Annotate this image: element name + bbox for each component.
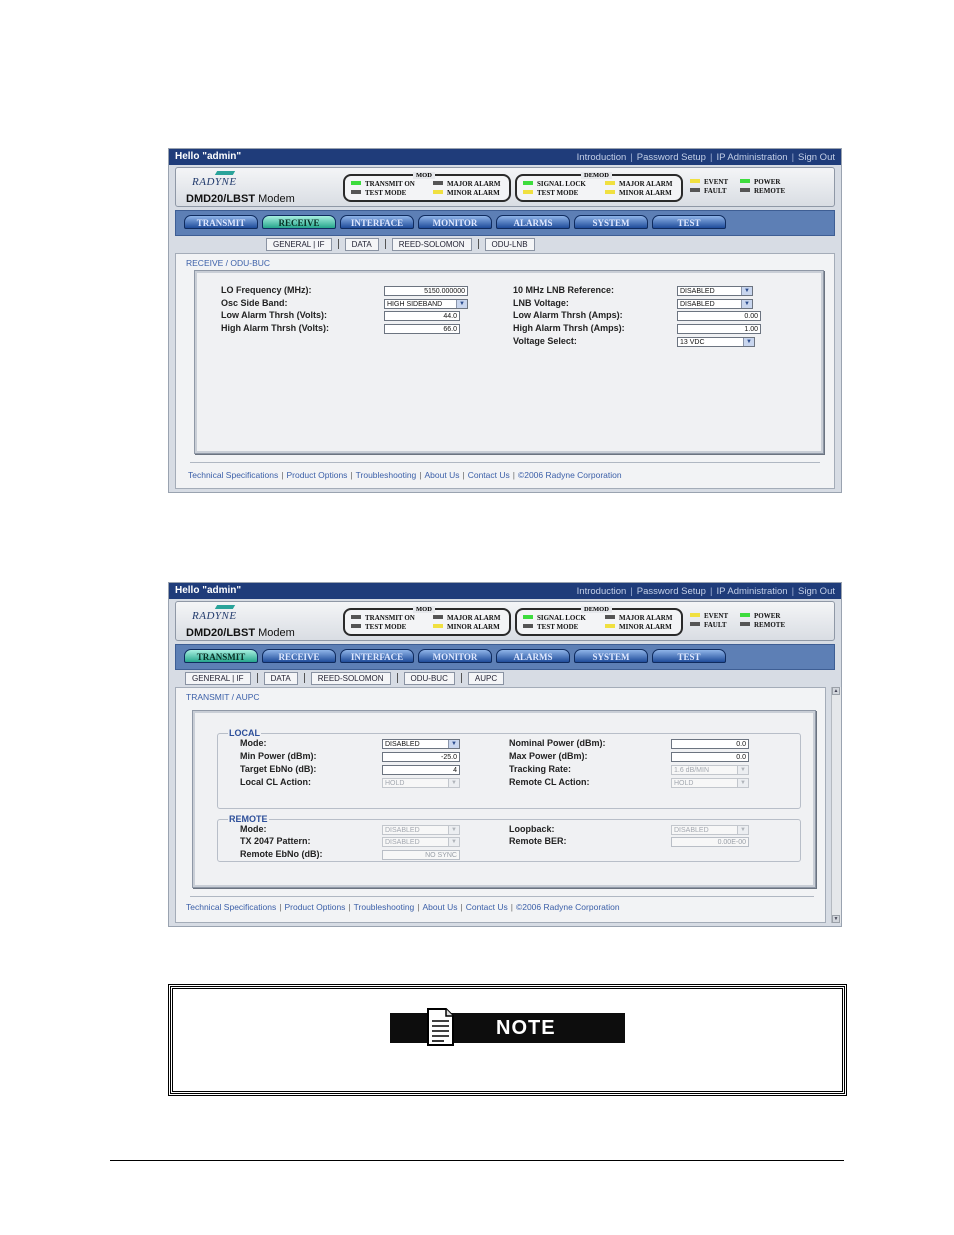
target-ebno-input[interactable]: 4 (382, 765, 460, 775)
led-minor-alarm-mod: MINOR ALARM (433, 623, 500, 631)
led-major-alarm-mod: MAJOR ALARM (433, 614, 500, 622)
local-title: LOCAL (229, 728, 260, 738)
remote-cl-action-select[interactable]: HOLD ▼ (671, 778, 749, 788)
greeting: Hello "admin" (175, 585, 242, 596)
low-alarm-amps-label: Low Alarm Thrsh (Amps): (513, 310, 623, 320)
high-alarm-volts-input[interactable]: 66.0 (384, 324, 460, 334)
yellow-led-icon (605, 624, 615, 628)
subtab-odu-lnb[interactable]: ODU-LNB (485, 238, 535, 251)
led-major-alarm-demod: MAJOR ALARM (605, 614, 672, 622)
gray-led-icon (433, 615, 443, 619)
nominal-power-label: Nominal Power (dBm): (509, 738, 606, 748)
target-ebno-label: Target EbNo (dB): (240, 764, 317, 774)
tab-interface[interactable]: INTERFACE (340, 649, 414, 663)
yellow-led-icon (605, 190, 615, 194)
top-bar (169, 583, 841, 599)
remote-mode-select[interactable]: DISABLED ▼ (382, 825, 460, 835)
yellow-led-icon (690, 613, 700, 617)
max-power-label: Max Power (dBm): (509, 751, 588, 761)
chevron-down-icon: ▼ (737, 779, 748, 787)
modem-header (175, 167, 835, 207)
local-cl-action-select[interactable]: HOLD ▼ (382, 778, 460, 788)
led-remote: REMOTE (740, 621, 785, 629)
tab-transmit[interactable]: TRANSMIT (184, 215, 258, 229)
tab-test[interactable]: TEST (652, 649, 726, 663)
gray-led-icon (351, 615, 361, 619)
tracking-rate-select[interactable]: 1.6 dB/MIN ▼ (671, 765, 749, 775)
introduction-link[interactable]: Introduction (576, 152, 627, 163)
mod-title: MOD (413, 606, 435, 613)
troubleshooting-link[interactable]: Troubleshooting (355, 470, 417, 480)
led-transmit-on: TRANSMIT ON (351, 180, 415, 188)
remote-title: REMOTE (229, 814, 268, 824)
radyne-logo: RADYNE (192, 176, 237, 188)
remote-mode-label: Mode: (240, 824, 267, 834)
receive-odu-buc-screenshot (168, 148, 842, 493)
demod-title: DEMOD (581, 606, 612, 613)
chevron-down-icon: ▼ (741, 287, 752, 295)
product-options-link[interactable]: Product Options (284, 902, 346, 912)
technical-specifications-link[interactable]: Technical Specifications (188, 470, 279, 480)
yellow-led-icon (433, 624, 443, 628)
gray-led-icon (740, 622, 750, 626)
modem-header (175, 601, 835, 641)
technical-specifications-link[interactable]: Technical Specifications (186, 902, 277, 912)
gray-led-icon (433, 181, 443, 185)
yellow-led-icon (433, 190, 443, 194)
green-led-icon (523, 615, 533, 619)
led-event: EVENT (690, 178, 728, 186)
yellow-led-icon (523, 190, 533, 194)
footer-links: Technical Specifications | Product Options | Troubleshooting | About Us | Contact Us | ©2006 Radyne Corporation (188, 470, 622, 480)
radyne-logo: RADYNE (192, 610, 237, 622)
top-bar (169, 149, 841, 165)
gray-led-icon (605, 615, 615, 619)
lo-frequency-label: LO Frequency (MHz): (221, 285, 312, 295)
subtab-aupc[interactable]: AUPC (468, 672, 504, 685)
contact-us-link[interactable]: Contact Us (465, 902, 508, 912)
footer-links: Technical Specifications | Product Options | Troubleshooting | About Us | Contact Us | ©2006 Radyne Corporation (186, 902, 620, 912)
demod-led-group (515, 608, 683, 636)
led-minor-alarm-demod: MINOR ALARM (605, 623, 672, 631)
sign-out-link[interactable]: Sign Out (798, 152, 835, 163)
vertical-scrollbar[interactable] (831, 687, 841, 923)
greeting: Hello "admin" (175, 151, 242, 162)
osc-side-band-select[interactable]: HIGH SIDEBAND ▼ (384, 299, 468, 309)
max-power-input[interactable]: 0.0 (671, 752, 749, 762)
document-icon (424, 1007, 456, 1047)
yellow-led-icon (605, 181, 615, 185)
led-minor-alarm-demod: MINOR ALARM (605, 189, 672, 197)
main-nav (175, 210, 835, 236)
tx-2047-pattern-select[interactable]: DISABLED ▼ (382, 837, 460, 847)
copyright: ©2006 Radyne Corporation (517, 470, 622, 480)
led-signal-lock: SIGNAL LOCK (523, 180, 586, 188)
green-led-icon (523, 181, 533, 185)
sub-nav (185, 672, 504, 685)
tab-alarms[interactable]: ALARMS (496, 215, 570, 229)
led-power: POWER (740, 612, 780, 620)
product-options-link[interactable]: Product Options (286, 470, 348, 480)
product-name: DMD20/LBST Modem (186, 193, 295, 205)
led-test-mode-mod: TEST MODE (351, 623, 406, 631)
radyne-logo-icon (215, 605, 235, 609)
tab-test[interactable]: TEST (652, 215, 726, 229)
min-power-label: Min Power (dBm): (240, 751, 317, 761)
product-name: DMD20/LBST Modem (186, 627, 295, 639)
led-fault: FAULT (690, 187, 727, 195)
chevron-down-icon: ▼ (737, 766, 748, 774)
remote-ber-label: Remote BER: (509, 836, 567, 846)
top-links: Introduction | Password Setup | IP Administration | Sign Out (576, 152, 835, 163)
high-alarm-volts-label: High Alarm Thrsh (Volts): (221, 323, 329, 333)
green-led-icon (351, 181, 361, 185)
subtab-odu-buc[interactable]: ODU-BUC (404, 672, 455, 685)
led-minor-alarm-mod: MINOR ALARM (433, 189, 500, 197)
low-alarm-volts-input[interactable]: 44.0 (384, 311, 460, 321)
high-alarm-amps-input[interactable]: 1.00 (677, 324, 761, 334)
led-power: POWER (740, 178, 780, 186)
mod-led-group (343, 174, 511, 202)
sign-out-link[interactable]: Sign Out (798, 586, 835, 597)
led-signal-lock: SIGNAL LOCK (523, 614, 586, 622)
scroll-down-icon[interactable]: ▼ (833, 916, 839, 922)
transmit-aupc-screenshot (168, 582, 842, 927)
chevron-down-icon: ▼ (743, 338, 754, 346)
ip-administration-link[interactable]: IP Administration (716, 586, 788, 597)
tab-alarms[interactable]: ALARMS (496, 649, 570, 663)
subtab-general-if[interactable]: GENERAL | IF (266, 238, 332, 251)
chevron-down-icon: ▼ (737, 826, 748, 834)
nominal-power-input[interactable]: 0.0 (671, 739, 749, 749)
chevron-down-icon: ▼ (456, 300, 467, 308)
low-alarm-volts-label: Low Alarm Thrsh (Volts): (221, 310, 328, 320)
remote-ebno-label: Remote EbNo (dB): (240, 849, 323, 859)
breadcrumb: TRANSMIT / AUPC (186, 692, 260, 702)
gray-led-icon (690, 188, 700, 192)
content-area (175, 253, 835, 489)
tab-system[interactable]: SYSTEM (574, 649, 648, 663)
radyne-logo-icon (215, 171, 235, 175)
chevron-down-icon: ▼ (448, 740, 459, 748)
lo-frequency-input[interactable]: 5150.000000 (384, 286, 468, 296)
sub-nav (266, 238, 535, 251)
lnb-reference-select[interactable]: DISABLED ▼ (677, 286, 753, 296)
contact-us-link[interactable]: Contact Us (467, 470, 510, 480)
main-nav (175, 644, 835, 670)
tab-system[interactable]: SYSTEM (574, 215, 648, 229)
scroll-up-icon[interactable]: ▲ (833, 688, 839, 694)
led-test-mode-mod: TEST MODE (351, 189, 406, 197)
introduction-link[interactable]: Introduction (576, 586, 627, 597)
remote-ebno-value: NO SYNC (382, 850, 460, 860)
ip-administration-link[interactable]: IP Administration (716, 152, 788, 163)
subtab-general-if[interactable]: GENERAL | IF (185, 672, 251, 685)
about-us-link[interactable]: About Us (422, 902, 458, 912)
local-mode-select[interactable]: DISABLED ▼ (382, 739, 460, 749)
demod-title: DEMOD (581, 172, 612, 179)
subtab-reed-solomon[interactable]: REED-SOLOMON (392, 238, 472, 251)
tab-monitor[interactable]: MONITOR (418, 215, 492, 229)
top-links: Introduction | Password Setup | IP Administration | Sign Out (576, 586, 835, 597)
tab-receive[interactable]: RECEIVE (262, 215, 336, 229)
led-remote: REMOTE (740, 187, 785, 195)
chevron-down-icon: ▼ (448, 838, 459, 846)
tab-monitor[interactable]: MONITOR (418, 649, 492, 663)
chevron-down-icon: ▼ (448, 779, 459, 787)
led-major-alarm-demod: MAJOR ALARM (605, 180, 672, 188)
password-setup-link[interactable]: Password Setup (636, 152, 706, 163)
led-fault: FAULT (690, 621, 727, 629)
gray-led-icon (351, 624, 361, 628)
green-led-icon (740, 179, 750, 183)
loopback-label: Loopback: (509, 824, 555, 834)
yellow-led-icon (690, 179, 700, 183)
lnb-voltage-select[interactable]: DISABLED ▼ (677, 299, 753, 309)
mod-led-group (343, 608, 511, 636)
lnb-reference-label: 10 MHz LNB Reference: (513, 285, 615, 295)
led-transmit-on: TRANSMIT ON (351, 614, 415, 622)
tab-interface[interactable]: INTERFACE (340, 215, 414, 229)
min-power-input[interactable]: -25.0 (382, 752, 460, 762)
high-alarm-amps-label: High Alarm Thrsh (Amps): (513, 323, 625, 333)
subtab-data[interactable]: DATA (264, 672, 298, 685)
breadcrumb: RECEIVE / ODU-BUC (186, 258, 271, 268)
remote-cl-action-label: Remote CL Action: (509, 777, 590, 787)
remote-ber-value: 0.00E-00 (671, 837, 749, 847)
voltage-select-label: Voltage Select: (513, 336, 577, 346)
gray-led-icon (351, 190, 361, 194)
copyright: ©2006 Radyne Corporation (515, 902, 620, 912)
subtab-data[interactable]: DATA (345, 238, 379, 251)
tab-transmit[interactable]: TRANSMIT (184, 649, 258, 663)
gray-led-icon (690, 622, 700, 626)
about-us-link[interactable]: About Us (424, 470, 460, 480)
settings-panel (194, 270, 824, 454)
gray-led-icon (740, 188, 750, 192)
tracking-rate-label: Tracking Rate: (509, 764, 572, 774)
chevron-down-icon: ▼ (741, 300, 752, 308)
led-test-mode-demod: TEST MODE (523, 189, 578, 197)
voltage-select-dropdown[interactable]: 13 VDC ▼ (677, 337, 755, 347)
password-setup-link[interactable]: Password Setup (636, 586, 706, 597)
led-event: EVENT (690, 612, 728, 620)
subtab-reed-solomon[interactable]: REED-SOLOMON (311, 672, 391, 685)
led-major-alarm-mod: MAJOR ALARM (433, 180, 500, 188)
low-alarm-amps-input[interactable]: 0.00 (677, 311, 761, 321)
gray-led-icon (523, 624, 533, 628)
local-cl-action-label: Local CL Action: (240, 777, 312, 787)
loopback-select[interactable]: DISABLED ▼ (671, 825, 749, 835)
tx-2047-pattern-label: TX 2047 Pattern: (240, 836, 311, 846)
led-test-mode-demod: TEST MODE (523, 623, 578, 631)
osc-side-band-label: Osc Side Band: (221, 298, 288, 308)
demod-led-group (515, 174, 683, 202)
note-label: NOTE (496, 1017, 556, 1039)
local-group (217, 728, 801, 809)
troubleshooting-link[interactable]: Troubleshooting (353, 902, 415, 912)
remote-group (217, 814, 801, 862)
mod-title: MOD (413, 172, 435, 179)
content-area (175, 687, 826, 923)
tab-receive[interactable]: RECEIVE (262, 649, 336, 663)
lnb-voltage-label: LNB Voltage: (513, 298, 569, 308)
green-led-icon (740, 613, 750, 617)
chevron-down-icon: ▼ (448, 826, 459, 834)
aupc-panel (192, 710, 816, 888)
page-rule (110, 1160, 844, 1161)
local-mode-label: Mode: (240, 738, 267, 748)
